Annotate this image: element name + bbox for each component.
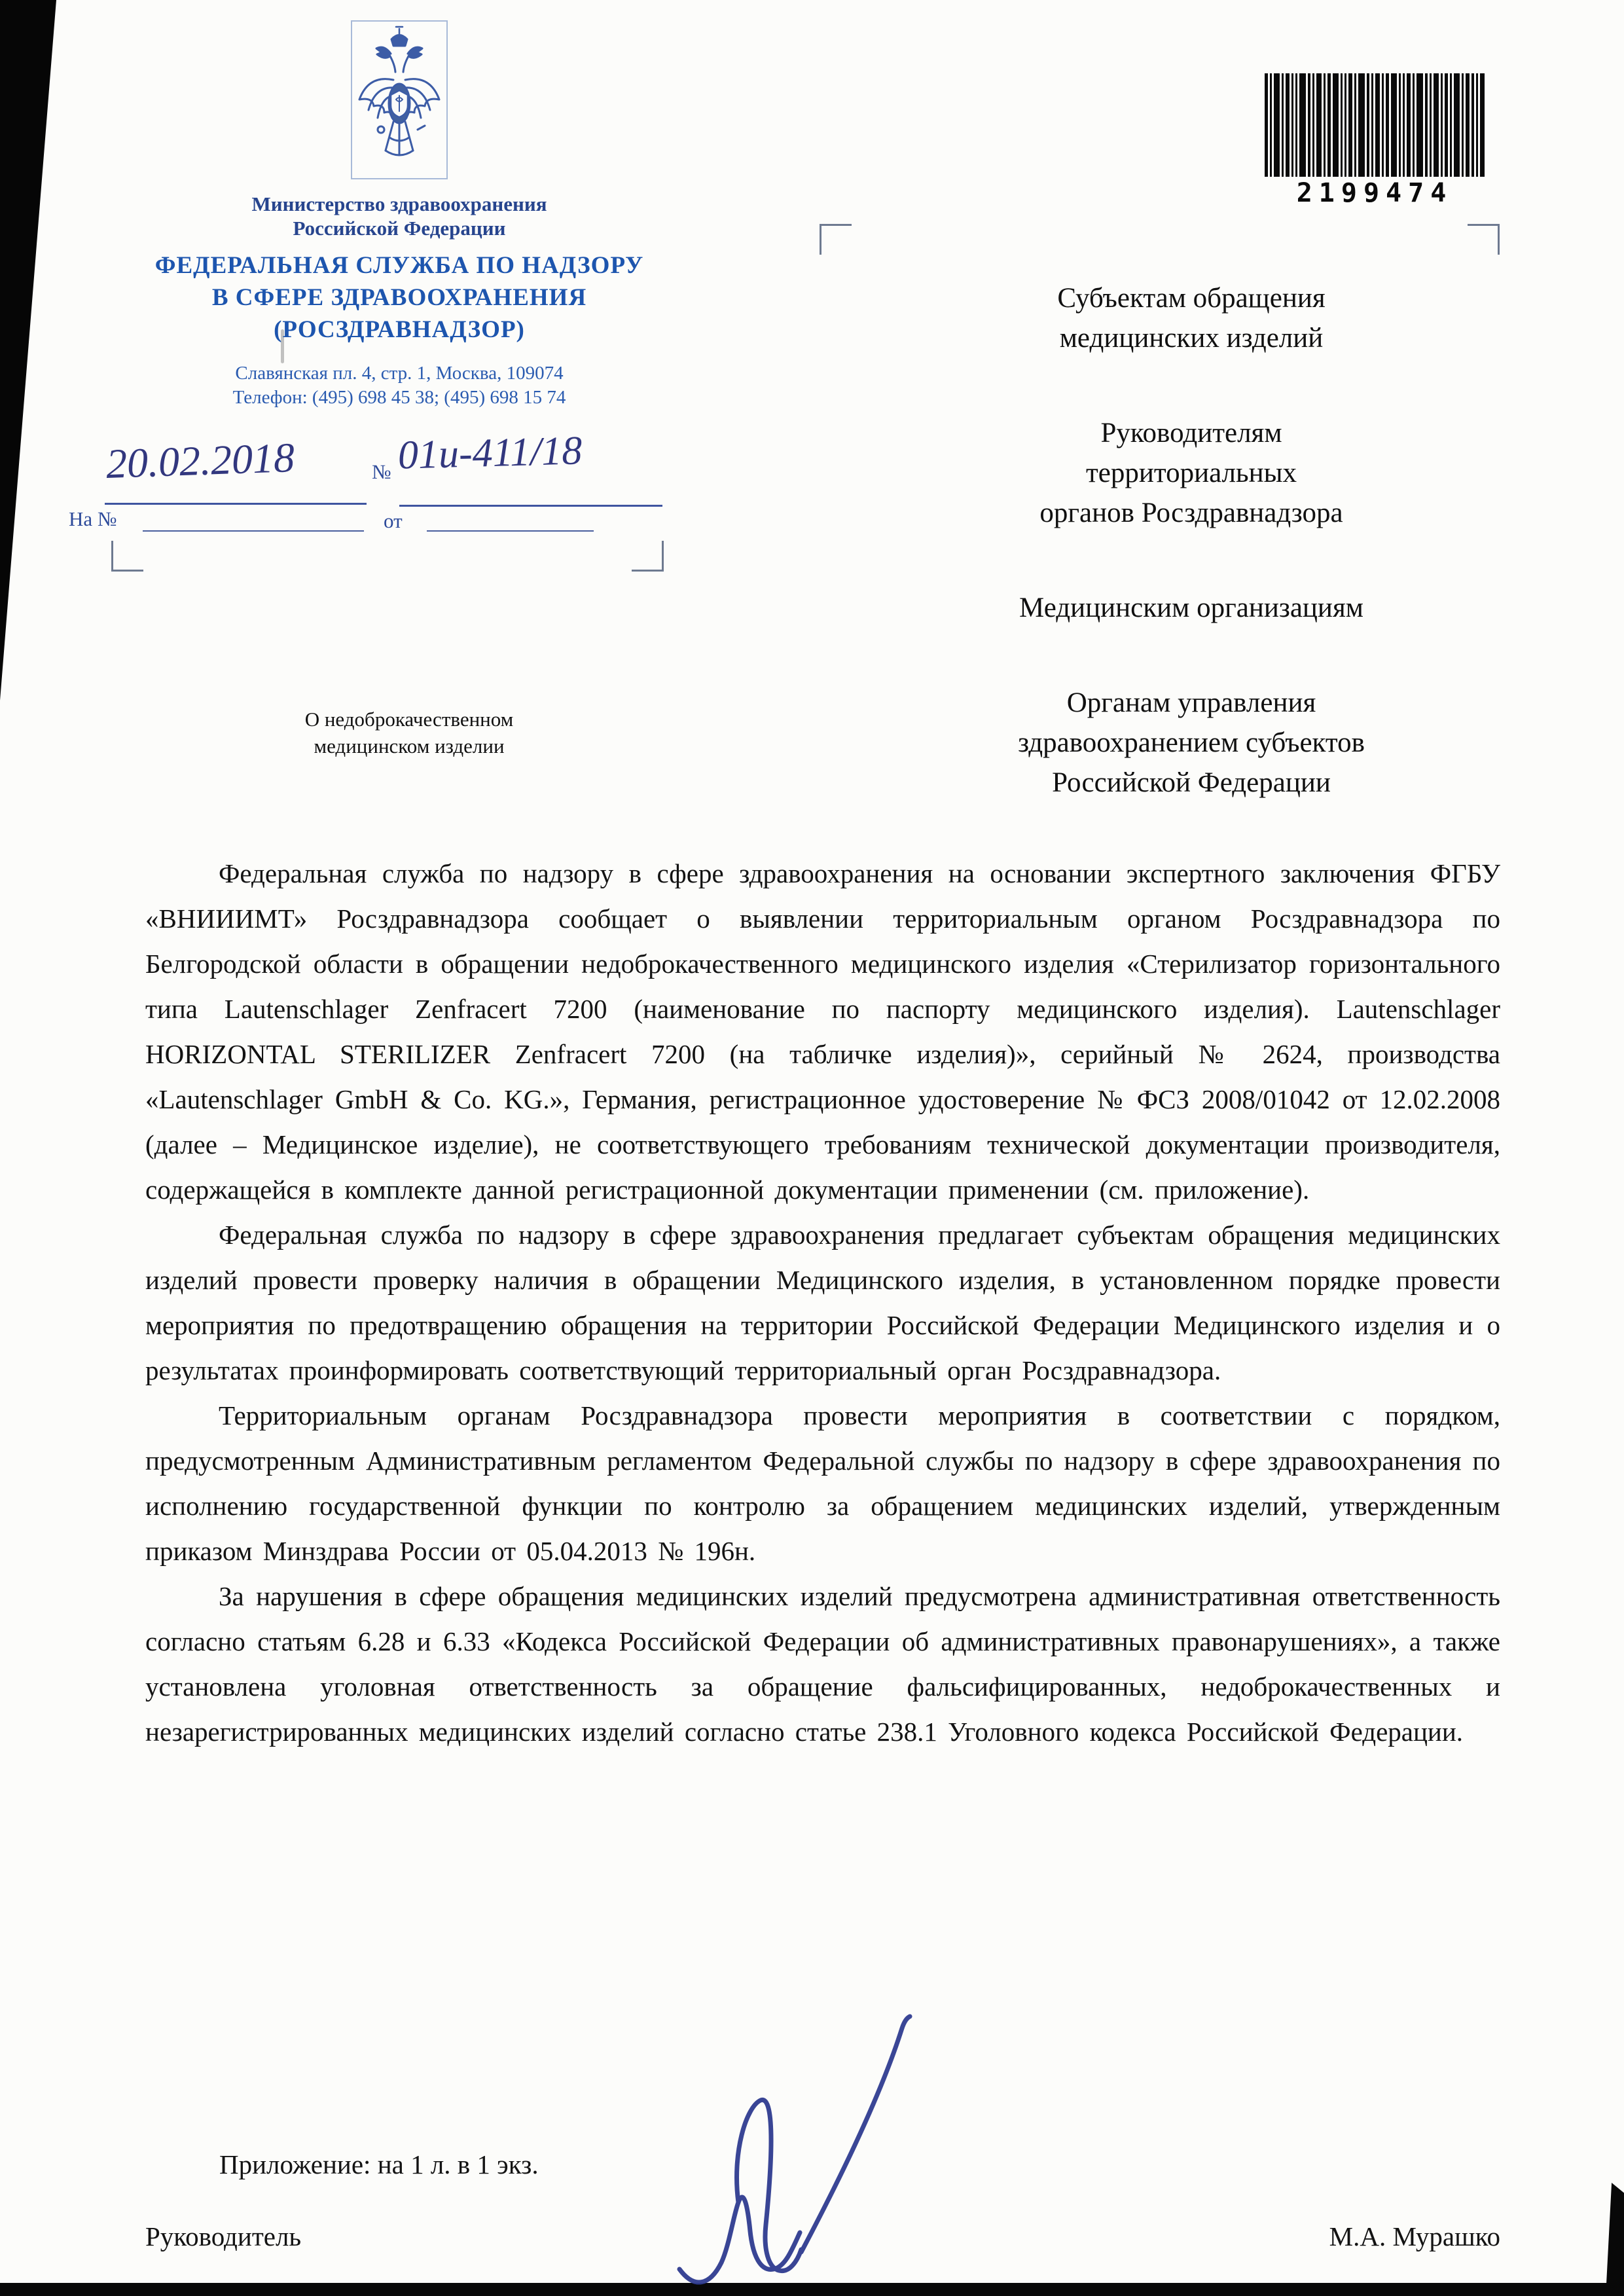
number-underline: [399, 505, 662, 507]
recipient-line: здравоохранением субъектов: [1018, 727, 1365, 758]
reply-number-blank: [143, 530, 364, 532]
signer-name: М.А. Мурашко: [1329, 2221, 1500, 2251]
service-name-line1: ФЕДЕРАЛЬНАЯ СЛУЖБА ПО НАДЗОРУ: [154, 252, 644, 279]
body-paragraph: За нарушения в сфере обращения медицинских изделий предусмотрена административная ответственность согласно статьям 6.28 и 6.33 «Кодекса Российской Федерации об административных правонарушениях», а также установлена уголовная ответственность за обращение фальсифицированных, недоброкачественных и незарегистрированных медицинских изделий согласно статье 238.1 Уголовного кодекса Российской Федерации.: [145, 1581, 1500, 1747]
coat-of-arms-icon: [350, 20, 448, 180]
recipient-item: [877, 683, 1506, 803]
recipients-block: [877, 278, 1506, 858]
corner-mark-bottom-left: [111, 541, 143, 572]
handwritten-outgoing-number: 01и-411/18: [397, 428, 583, 478]
reply-to-label: На №: [69, 507, 117, 530]
reference-block: [65, 422, 707, 566]
recipient-item: [877, 588, 1506, 628]
corner-mark-recipient-left: [820, 224, 852, 255]
ministry-name-line1: Министерство здравоохранения: [251, 192, 547, 215]
reply-date-blank: [427, 530, 594, 532]
handwritten-date: 20.02.2018: [105, 433, 296, 488]
letterhead: [92, 20, 707, 410]
reply-from-label: от: [384, 509, 403, 532]
letter-body: [145, 851, 1500, 1755]
recipient-item: [877, 278, 1506, 358]
barcode-digits: 2199474: [1296, 178, 1453, 208]
recipient-line: органов Росздравнадзора: [1039, 498, 1343, 528]
recipient-line: Российской Федерации: [1052, 767, 1331, 798]
corner-mark-recipient-right: [1468, 224, 1500, 255]
subject-line: медицинском изделии: [314, 735, 505, 757]
scan-edge-strip: [1606, 2183, 1624, 2284]
body-paragraph: Федеральная служба по надзору в сфере здравоохранения на основании экспертного заключения ФГБУ «ВНИИИМТ» Росздравнадзора сообщает о выявлении территориальным органом Росздравнадзора по Белгородской области в обращении недоброкачественного медицинского изделия «Стерилизатор горизонтального типа Lautenschlager Zenfracert 7200 (наименование по паспорту медицинского изделия). Lautenschlager HORIZONTAL STERILIZER Zenfracert 7200 (на табличке изделия)», серийный № 2624, производства «Lautenschlager GmbH & Co. KG.», Германия, регистрационное удостоверение № ФСЗ 2008/01042 от 12.02.2008 (далее – Медицинское изделие), не соответствующего требованиям технической документации производителя, содержащейся в комплекте данной регистрационной документации применении (см. приложение).: [145, 858, 1500, 1205]
recipient-line: Органам управления: [1066, 687, 1316, 718]
recipient-item: [877, 413, 1506, 533]
subject-line: О недоброкачественном: [304, 708, 514, 731]
recipient-line: медицинских изделий: [1059, 323, 1324, 354]
body-paragraph: Федеральная служба по надзору в сфере здравоохранения предлагает субъектам обращения медицинских изделий провести проверку наличия в обращении Медицинского изделия, в установленном порядке провести мероприятия по предотвращению обращения на территории Российской Федерации Медицинского изделия и о результатах проинформировать соответствующий территориальный орган Росздравнадзора.: [145, 1220, 1500, 1385]
corner-mark-bottom-right: [632, 541, 664, 572]
signer-title: Руководитель: [145, 2221, 302, 2251]
recipient-line: Субъектам обращения: [1057, 283, 1326, 314]
barcode-icon: [1265, 73, 1485, 177]
letterhead-address: Славянская пл. 4, стр. 1, Москва, 109074: [235, 363, 564, 384]
registration-barcode: [1265, 73, 1485, 208]
scan-corner-wedge: [0, 0, 56, 701]
ministry-name-line2: Российской Федерации: [293, 217, 506, 240]
attachment-line: Приложение: на 1 л. в 1 экз.: [219, 2149, 539, 2179]
service-name-line3: (РОСЗДРАВНАДЗОР): [274, 316, 525, 343]
recipient-line: Руководителям: [1100, 418, 1282, 448]
recipient-line: Медицинским организациям: [1019, 592, 1363, 623]
number-sign: №: [372, 460, 391, 483]
subject-block: [262, 706, 556, 759]
handwritten-signature-icon: [661, 2009, 949, 2290]
recipient-line: территориальных: [1085, 458, 1297, 488]
service-name-line2: В СФЕРЕ ЗДРАВООХРАНЕНИЯ: [211, 284, 587, 311]
body-paragraph: Территориальным органам Росздравнадзора провести мероприятия в соответствии с порядком, предусмотренным Административным регламентом Федеральной службы по надзору в сфере здравоохранения по исполнению государственной функции по контролю за обращением медицинских изделий, утвержденным приказом Минздрава России от 05.04.2013 № 196н.: [145, 1400, 1500, 1566]
date-underline: [105, 503, 367, 505]
letterhead-phone: Телефон: (495) 698 45 38; (495) 698 15 74: [232, 387, 566, 408]
